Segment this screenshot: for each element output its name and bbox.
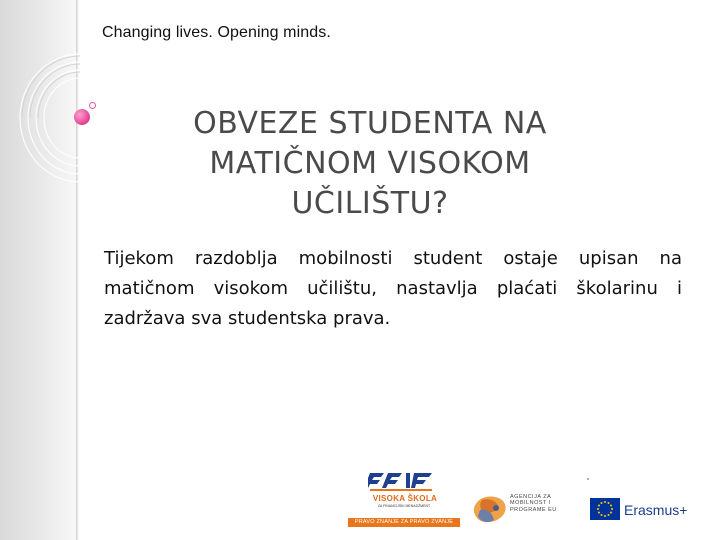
azvo-line-3: PROGRAME EU xyxy=(510,506,557,513)
azvo-line-2: MOBILNOST I xyxy=(510,500,551,507)
azvo-text xyxy=(510,494,557,513)
title-line-3: UČILIŠTU? xyxy=(291,186,449,221)
tagline: Changing lives. Opening minds. xyxy=(102,24,331,41)
azvo-logo xyxy=(470,490,580,530)
azvo-logo-icon xyxy=(470,490,510,530)
title-line-1: OBVEZE STUDENTA NA xyxy=(193,106,547,141)
visoka-skola-logo xyxy=(348,468,460,532)
erasmus-logo xyxy=(590,496,700,526)
slide-title xyxy=(140,104,600,224)
eu-flag-icon xyxy=(590,498,620,520)
azvo-line-1: AGENCIJA ZA xyxy=(510,494,552,500)
slide-body: Tijekom razdoblja mobilnosti student ostaje upisan na matičnom visokom učilištu, nastavlja plaćati školarinu i zadržava sva studentska prava. xyxy=(104,248,682,329)
erasmus-label: Erasmus+ xyxy=(624,502,688,518)
small-mark xyxy=(587,478,589,480)
pink-ring-icon xyxy=(89,102,96,109)
school-subtitle: ZA FINANCIJSKI MENADŽMENT xyxy=(377,504,431,508)
school-banner: PRAVO ZNANJE ZA PRAVO ZVANJE xyxy=(348,518,460,527)
title-line-2: MATIČNOM VISOKOM xyxy=(209,146,531,181)
pink-dot-icon xyxy=(74,109,90,125)
school-name: VISOKA ŠKOLA xyxy=(372,494,438,503)
rrif-logo-icon xyxy=(368,470,440,492)
